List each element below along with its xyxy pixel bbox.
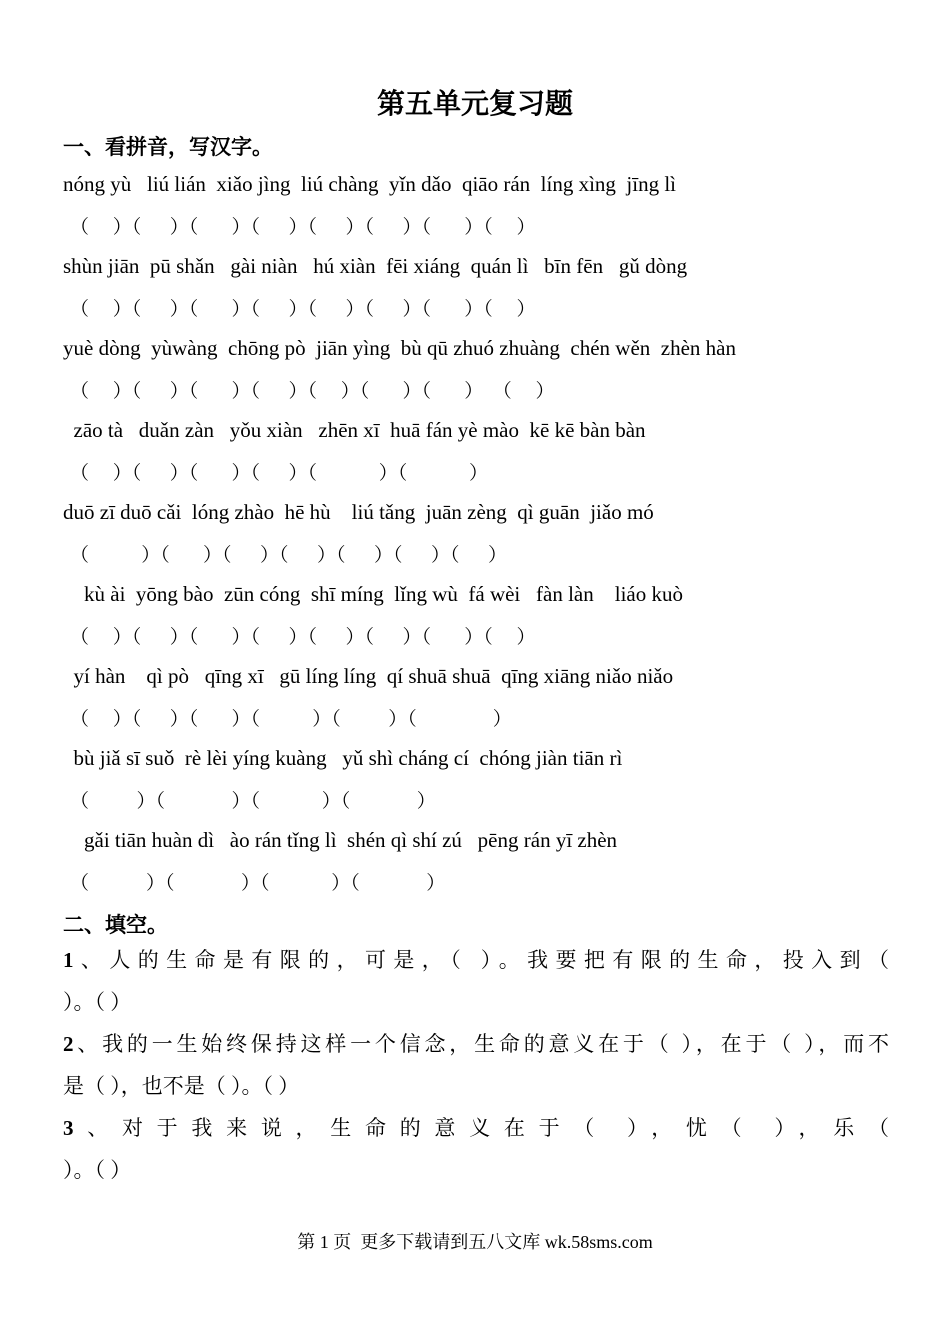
pinyin-row: bù jiǎ sī suǒ rè lèi yíng kuàng yǔ shì cháng cí chóng jiàn tiān rì — [63, 746, 623, 770]
bracket-row: （ ）（ ）（ ）（ ）（ ）（ ）（ ）（ ） — [70, 217, 536, 238]
question-text: 、我的一生始终保持这样一个信念，生命的意义在于（ ），在于（ ），而不 — [73, 1032, 889, 1056]
bracket-row: （ ）（ ）（ ）（ ）（ ）（ ） — [70, 463, 489, 484]
bracket-row: （ ）（ ）（ ）（ ）（ ）（ ） — [70, 709, 512, 730]
pinyin-row: nóng yù liú lián xiǎo jìng liú chàng yǐn dǎo qiāo rán líng xìng jīng lì — [63, 172, 677, 196]
question-number: 3 — [63, 1116, 74, 1140]
bracket-row: （ ）（ ）（ ）（ ） — [70, 873, 446, 894]
bracket-row: （ ）（ ）（ ）（ ）（ ）（ ）（ ）（ ） — [70, 627, 536, 648]
pinyin-row: yuè dòng yùwàng chōng pò jiān yìng bù qū zhuó zhuàng chén wěn zhèn hàn — [63, 336, 737, 360]
question-2-line1 — [63, 1023, 889, 1065]
question-3-line2: ）。（ ） — [63, 1158, 132, 1182]
pinyin-row: zāo tà duǎn zàn yǒu xiàn zhēn xī huā fán yè mào kē kē bàn bàn — [63, 418, 646, 442]
question-3-line1 — [63, 1107, 889, 1149]
bracket-row: （ ）（ ）（ ）（ ）（ ）（ ）（ ） — [70, 545, 508, 566]
pinyin-row: kù ài yōng bào zūn cóng shī míng lǐng wù fá wèi fàn làn liáo kuò — [63, 582, 683, 606]
section2-heading: 二、填空。 — [63, 913, 168, 937]
pinyin-row: shùn jiān pū shǎn gài niàn hú xiàn fēi xiáng quán lì bīn fēn gǔ dòng — [63, 254, 688, 278]
pinyin-row: duō zī duō cǎi lóng zhào hē hù liú tǎng juān zèng qì guān jiǎo mó — [63, 500, 654, 524]
pinyin-row: gǎi tiān huàn dì ào rán tǐng lì shén qì shí zú pēng rán yī zhèn — [63, 828, 618, 852]
bracket-row: （ ）（ ）（ ）（ ）（ ）（ ）（ ） （ ） — [70, 381, 555, 402]
question-number: 2 — [63, 1032, 74, 1056]
question-2-line2: 是（ ），也不是（ ）。（ ） — [63, 1074, 300, 1098]
page-title: 第五单元复习题 — [376, 89, 573, 120]
page-footer: 第 1 页 更多下载请到五八文库 wk.58sms.com — [297, 1232, 653, 1252]
question-text: 、人的生命是有限的，可是，（ ）。我要把有限的生命，投入到（ — [73, 948, 889, 972]
bracket-row: （ ）（ ）（ ）（ ） — [70, 791, 436, 812]
section1-heading: 一、看拼音，写汉字。 — [63, 135, 273, 159]
pinyin-row: yí hàn qì pò qīng xī gū líng líng qí shuā shuā qīng xiāng niǎo niǎo — [63, 664, 674, 688]
question-1-line1 — [63, 939, 889, 981]
question-number: 1 — [63, 948, 74, 972]
bracket-row: （ ）（ ）（ ）（ ）（ ）（ ）（ ）（ ） — [70, 299, 536, 320]
question-text: 、对于我来说，生命的意义在于（ ），忧（ ），乐（ — [73, 1116, 889, 1140]
question-1-line2: ）。（ ） — [63, 990, 132, 1014]
